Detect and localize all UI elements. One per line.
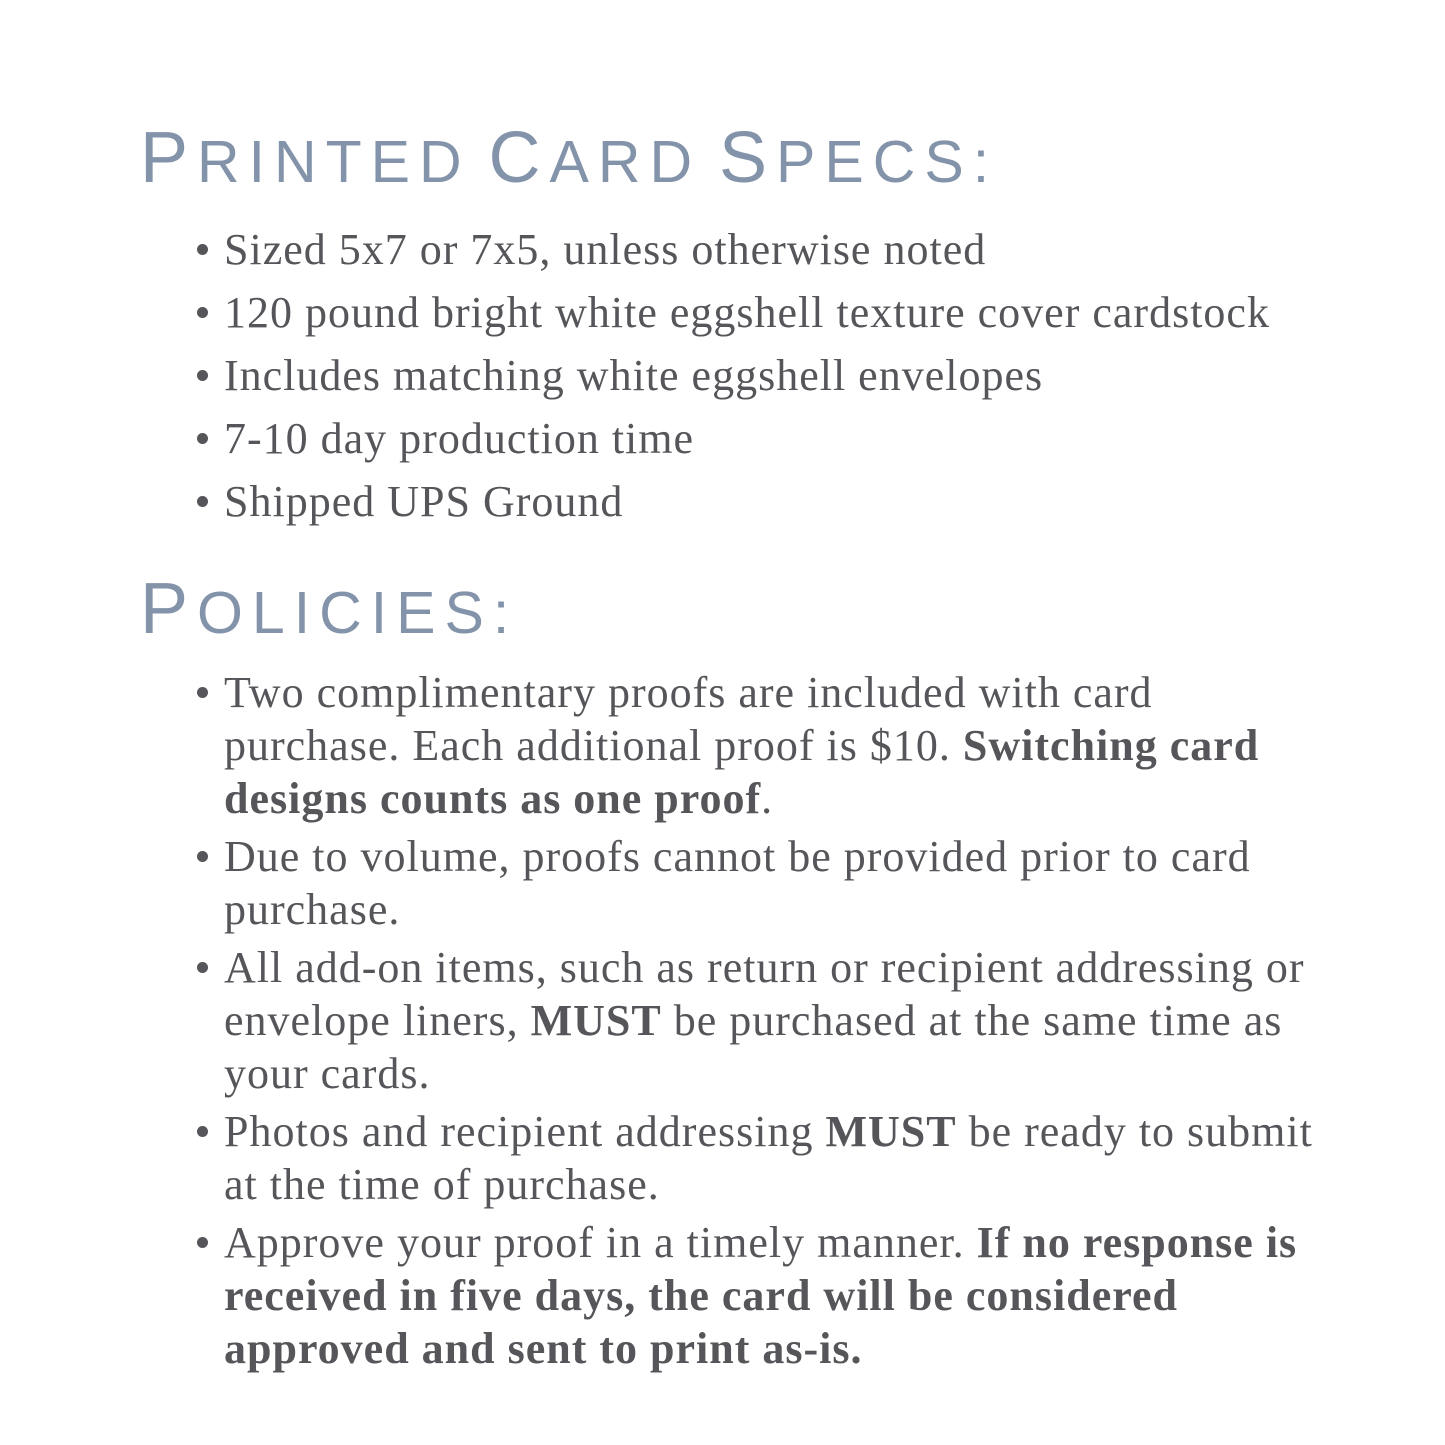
title-text-fragment: ARD — [549, 129, 702, 195]
title-text-fragment: RINTED — [197, 129, 471, 195]
section-title-printed-card-specs — [140, 118, 1445, 207]
text-segment-bold: If no response is — [976, 1218, 1298, 1267]
text-segment: be purchased at the same time as — [661, 996, 1283, 1045]
text-segment: envelope liners, — [224, 996, 531, 1045]
text-segment-bold: MUST — [530, 996, 662, 1045]
text-segment: at the time of purchase. — [224, 1160, 660, 1209]
bullet-icon — [197, 1237, 208, 1248]
list-item — [140, 349, 1390, 402]
text-segment-bold: Switching card — [962, 721, 1260, 770]
list-item — [140, 475, 1390, 528]
text-segment-bold: approved and sent to print as-is. — [224, 1324, 863, 1373]
list-item — [140, 223, 1390, 276]
bullet-icon — [197, 962, 208, 973]
bullet-icon — [197, 433, 208, 444]
bullet-icon — [197, 1126, 208, 1137]
list-item — [140, 412, 1390, 465]
bullet-icon — [197, 687, 208, 698]
list-item — [140, 830, 1390, 936]
text-segment-bold: received in five days, the card will be considered — [224, 1271, 1178, 1320]
text-segment: Includes matching white eggshell envelopes — [224, 351, 1044, 400]
text-segment: your cards. — [224, 1049, 431, 1098]
title-text-fragment: PECS: — [776, 129, 999, 195]
title-text-fragment: S — [719, 118, 777, 198]
text-segment: Two complimentary proofs are included with card — [224, 668, 1153, 717]
bullet-icon — [197, 244, 208, 255]
list-item — [140, 941, 1390, 1100]
text-segment: purchase. — [224, 885, 401, 934]
list-item — [140, 1105, 1390, 1211]
list-item — [140, 1216, 1390, 1375]
text-segment: Due to volume, proofs cannot be provided prior to card — [224, 832, 1251, 881]
text-segment: purchase. Each additional proof is $10. — [224, 721, 963, 770]
title-text-fragment: C — [488, 118, 550, 198]
bullet-icon — [197, 307, 208, 318]
text-segment: Approve your proof in a timely manner. — [224, 1218, 977, 1267]
list-item — [140, 286, 1390, 339]
bullet-icon — [197, 370, 208, 381]
section-title-policies — [140, 569, 1445, 658]
bullet-icon — [197, 496, 208, 507]
text-segment: All add-on items, such as return or recipient addressing or — [224, 943, 1305, 992]
text-segment-bold: MUST — [825, 1107, 957, 1156]
list-item — [140, 666, 1390, 825]
policies-list — [140, 666, 1390, 1375]
text-segment: Photos and recipient addressing — [224, 1107, 826, 1156]
text-segment: 7-10 day production time — [224, 414, 695, 463]
title-text-fragment: OLICIES: — [197, 580, 519, 646]
text-segment: Shipped UPS Ground — [224, 477, 624, 526]
bullet-icon — [197, 851, 208, 862]
title-text-fragment: P — [140, 569, 198, 649]
text-segment: Sized 5x7 or 7x5, unless otherwise noted — [224, 225, 987, 274]
title-text-fragment: P — [140, 118, 198, 198]
text-segment: 120 pound bright white eggshell texture cover cardstock — [224, 288, 1270, 337]
text-segment: . — [761, 774, 774, 823]
text-segment-bold: designs counts as one proof — [224, 774, 762, 823]
text-segment: be ready to submit — [956, 1107, 1313, 1156]
specs-list — [140, 223, 1390, 528]
